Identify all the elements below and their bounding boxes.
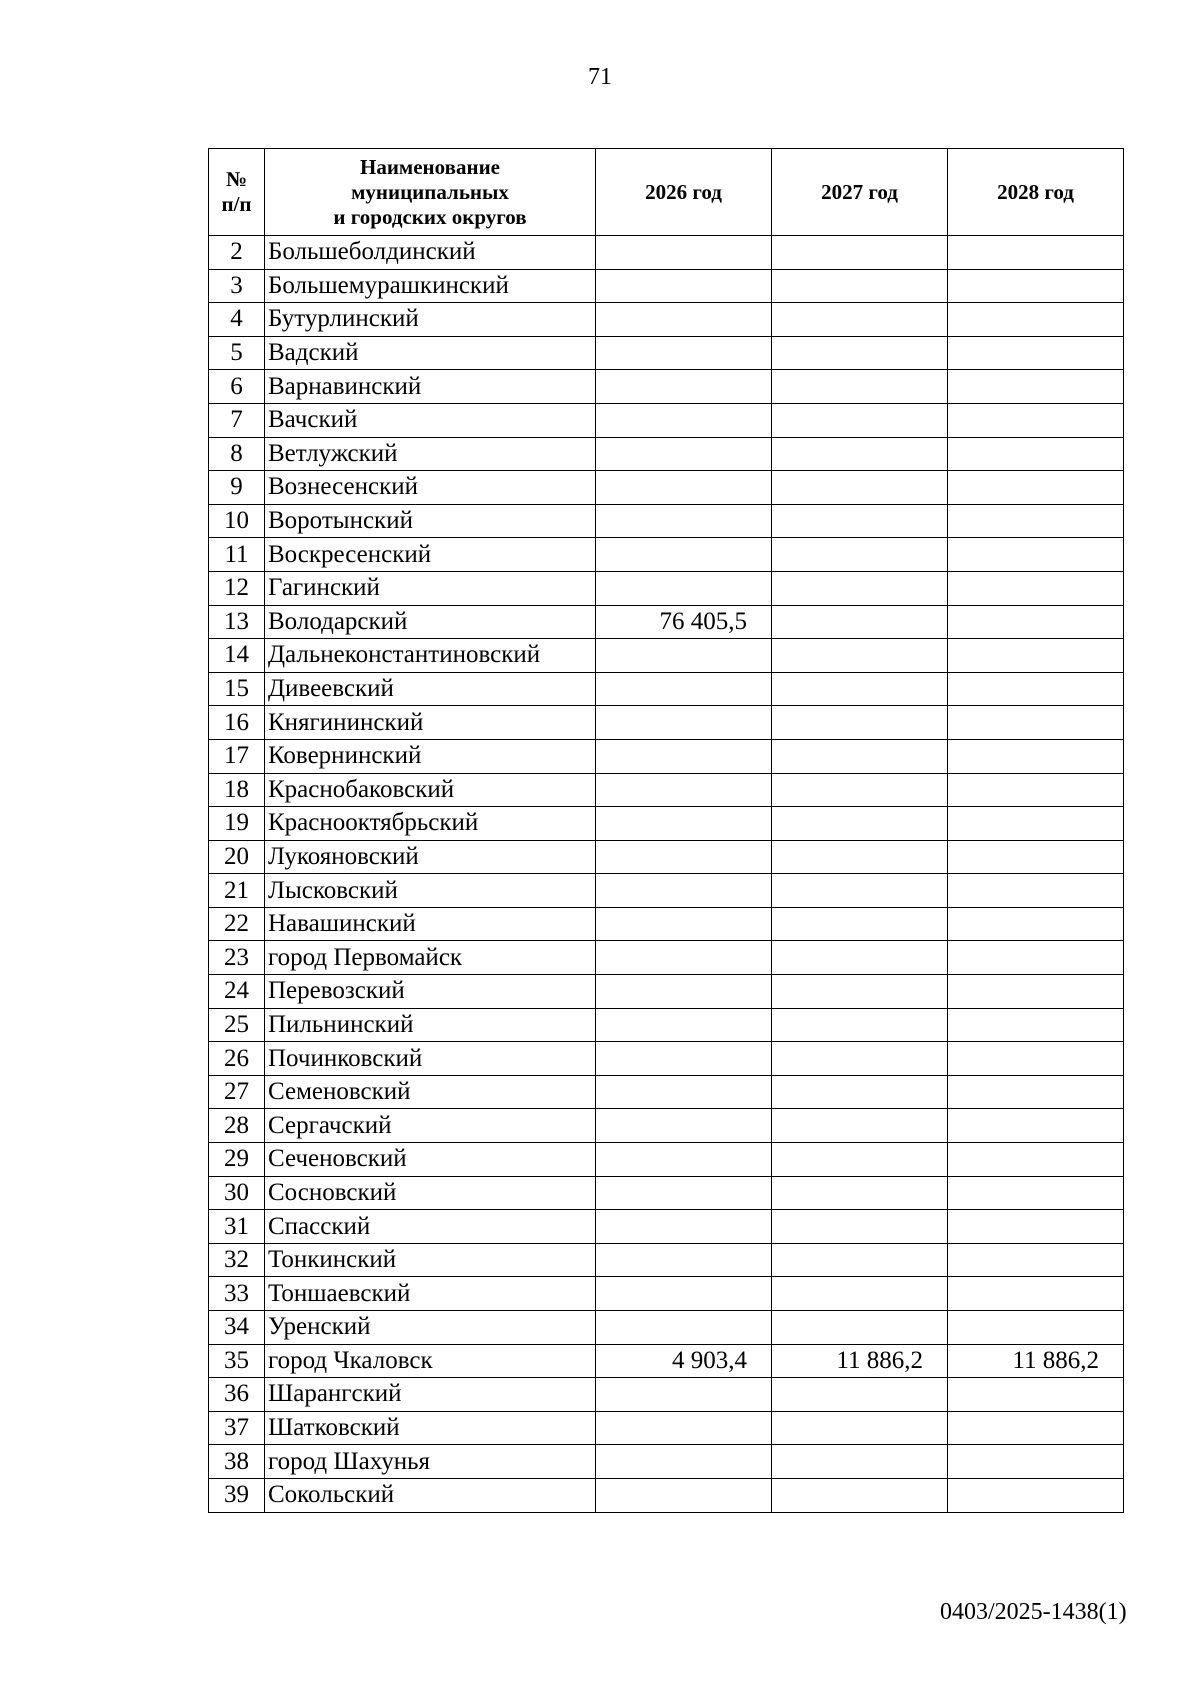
table-row xyxy=(209,706,1124,740)
table-row xyxy=(209,1176,1124,1210)
value-2027-cell xyxy=(772,807,948,841)
value-2027-cell xyxy=(772,336,948,370)
value-2027-cell xyxy=(772,840,948,874)
value-2027-cell xyxy=(772,1210,948,1244)
municipality-name-cell: Вадский xyxy=(265,336,596,370)
table-row xyxy=(209,1277,1124,1311)
value-2027-cell xyxy=(772,403,948,437)
value-2026-cell xyxy=(596,907,772,941)
row-number-cell: 37 xyxy=(209,1411,265,1445)
value-2028-cell xyxy=(948,1311,1124,1345)
value-2028-cell xyxy=(948,1042,1124,1076)
municipality-name-cell: Гагинский xyxy=(265,571,596,605)
municipality-name-cell: Вачский xyxy=(265,403,596,437)
value-2027-cell xyxy=(772,236,948,270)
table-body xyxy=(209,236,1124,1513)
row-number-cell: 39 xyxy=(209,1478,265,1512)
table-row xyxy=(209,1243,1124,1277)
municipality-name-cell: Починковский xyxy=(265,1042,596,1076)
row-number-cell: 18 xyxy=(209,773,265,807)
value-2028-cell xyxy=(948,672,1124,706)
municipality-name-cell: Сосновский xyxy=(265,1176,596,1210)
municipality-name-cell: Бутурлинский xyxy=(265,303,596,337)
row-number-cell: 22 xyxy=(209,907,265,941)
value-2026-cell xyxy=(596,807,772,841)
table-row xyxy=(209,639,1124,673)
value-2027-cell xyxy=(772,504,948,538)
row-number-cell: 3 xyxy=(209,269,265,303)
table-row xyxy=(209,538,1124,572)
row-number-cell: 30 xyxy=(209,1176,265,1210)
municipality-name-cell: город Чкаловск xyxy=(265,1344,596,1378)
table-row xyxy=(209,975,1124,1009)
value-2026-cell: 4 903,4 xyxy=(596,1344,772,1378)
municipality-name-cell: Княгининский xyxy=(265,706,596,740)
value-2026-cell xyxy=(596,639,772,673)
row-number-cell: 23 xyxy=(209,941,265,975)
value-2026-cell xyxy=(596,303,772,337)
value-2028-cell xyxy=(948,874,1124,908)
value-2026-cell xyxy=(596,336,772,370)
value-2027-cell xyxy=(772,1042,948,1076)
row-number-cell: 35 xyxy=(209,1344,265,1378)
value-2028-cell xyxy=(948,437,1124,471)
row-number-cell: 6 xyxy=(209,370,265,404)
table-row xyxy=(209,437,1124,471)
value-2028-cell xyxy=(948,706,1124,740)
value-2026-cell xyxy=(596,1445,772,1479)
value-2026-cell xyxy=(596,571,772,605)
value-2028-cell xyxy=(948,303,1124,337)
table-row xyxy=(209,739,1124,773)
value-2027-cell xyxy=(772,706,948,740)
municipality-name-cell: Воротынский xyxy=(265,504,596,538)
value-2027-cell xyxy=(772,605,948,639)
row-number-cell: 7 xyxy=(209,403,265,437)
value-2026-cell xyxy=(596,1042,772,1076)
header-year-2028: 2028 год xyxy=(948,149,1124,236)
row-number-cell: 16 xyxy=(209,706,265,740)
value-2028-cell xyxy=(948,1210,1124,1244)
municipality-name-cell: Сеченовский xyxy=(265,1143,596,1177)
value-2028-cell xyxy=(948,605,1124,639)
municipality-name-cell: Спасский xyxy=(265,1210,596,1244)
row-number-cell: 5 xyxy=(209,336,265,370)
value-2028-cell xyxy=(948,370,1124,404)
table-row xyxy=(209,672,1124,706)
value-2027-cell xyxy=(772,907,948,941)
row-number-cell: 8 xyxy=(209,437,265,471)
value-2026-cell xyxy=(596,370,772,404)
value-2026-cell xyxy=(596,1243,772,1277)
municipality-name-cell: Навашинский xyxy=(265,907,596,941)
value-2026-cell xyxy=(596,1411,772,1445)
table-row xyxy=(209,471,1124,505)
value-2028-cell xyxy=(948,1277,1124,1311)
value-2028-cell xyxy=(948,1445,1124,1479)
value-2027-cell xyxy=(772,1378,948,1412)
table-row xyxy=(209,840,1124,874)
value-2026-cell xyxy=(596,538,772,572)
value-2027-cell: 11 886,2 xyxy=(772,1344,948,1378)
municipality-name-cell: Уренский xyxy=(265,1311,596,1345)
municipality-name-cell: Ветлужский xyxy=(265,437,596,471)
row-number-cell: 13 xyxy=(209,605,265,639)
value-2027-cell xyxy=(772,874,948,908)
value-2028-cell xyxy=(948,403,1124,437)
row-number-cell: 2 xyxy=(209,236,265,270)
value-2028-cell xyxy=(948,807,1124,841)
value-2028-cell xyxy=(948,739,1124,773)
header-year-2026: 2026 год xyxy=(596,149,772,236)
row-number-cell: 25 xyxy=(209,1008,265,1042)
value-2028-cell xyxy=(948,907,1124,941)
row-number-cell: 34 xyxy=(209,1311,265,1345)
value-2026-cell xyxy=(596,739,772,773)
table-row xyxy=(209,874,1124,908)
value-2026-cell xyxy=(596,403,772,437)
table-row xyxy=(209,1008,1124,1042)
table-row xyxy=(209,571,1124,605)
municipality-name-cell: Дивеевский xyxy=(265,672,596,706)
value-2028-cell xyxy=(948,236,1124,270)
value-2028-cell xyxy=(948,639,1124,673)
row-number-cell: 32 xyxy=(209,1243,265,1277)
value-2028-cell xyxy=(948,336,1124,370)
value-2027-cell xyxy=(772,672,948,706)
value-2027-cell xyxy=(772,1478,948,1512)
municipality-name-cell: Перевозский xyxy=(265,975,596,1009)
row-number-cell: 27 xyxy=(209,1075,265,1109)
value-2026-cell xyxy=(596,975,772,1009)
value-2028-cell xyxy=(948,1243,1124,1277)
value-2026-cell xyxy=(596,1143,772,1177)
value-2027-cell xyxy=(772,941,948,975)
row-number-cell: 12 xyxy=(209,571,265,605)
value-2027-cell xyxy=(772,370,948,404)
municipality-name-cell: Лукояновский xyxy=(265,840,596,874)
table-row xyxy=(209,303,1124,337)
value-2026-cell xyxy=(596,1176,772,1210)
municipality-name-cell: Варнавинский xyxy=(265,370,596,404)
row-number-cell: 17 xyxy=(209,739,265,773)
value-2027-cell xyxy=(772,1411,948,1445)
table-row xyxy=(209,807,1124,841)
header-municipality-name: Наименование муниципальных и городских округов xyxy=(265,149,596,236)
municipality-name-cell: Большемурашкинский xyxy=(265,269,596,303)
row-number-cell: 36 xyxy=(209,1378,265,1412)
row-number-cell: 10 xyxy=(209,504,265,538)
municipality-name-cell: город Шахунья xyxy=(265,1445,596,1479)
row-number-cell: 19 xyxy=(209,807,265,841)
document-code: 0403/2025-1438(1) xyxy=(940,1599,1127,1625)
table-row xyxy=(209,1210,1124,1244)
value-2027-cell xyxy=(772,975,948,1009)
value-2027-cell xyxy=(772,269,948,303)
table-row xyxy=(209,1109,1124,1143)
table-row xyxy=(209,907,1124,941)
municipality-name-cell: Сергачский xyxy=(265,1109,596,1143)
funding-table xyxy=(208,148,1124,1513)
municipality-name-cell: Шатковский xyxy=(265,1411,596,1445)
page-number: 71 xyxy=(588,64,612,90)
table-row xyxy=(209,403,1124,437)
value-2027-cell xyxy=(772,1445,948,1479)
value-2027-cell xyxy=(772,437,948,471)
value-2026-cell xyxy=(596,1109,772,1143)
row-number-cell: 26 xyxy=(209,1042,265,1076)
value-2028-cell xyxy=(948,504,1124,538)
value-2027-cell xyxy=(772,303,948,337)
value-2026-cell xyxy=(596,1210,772,1244)
value-2028-cell: 11 886,2 xyxy=(948,1344,1124,1378)
value-2026-cell: 76 405,5 xyxy=(596,605,772,639)
row-number-cell: 15 xyxy=(209,672,265,706)
value-2028-cell xyxy=(948,941,1124,975)
value-2027-cell xyxy=(772,1008,948,1042)
table-row xyxy=(209,1411,1124,1445)
table-row xyxy=(209,1143,1124,1177)
value-2027-cell xyxy=(772,571,948,605)
value-2028-cell xyxy=(948,1075,1124,1109)
table-row xyxy=(209,1478,1124,1512)
table-row xyxy=(209,1075,1124,1109)
value-2028-cell xyxy=(948,1008,1124,1042)
value-2028-cell xyxy=(948,975,1124,1009)
municipality-name-cell: Большеболдинский xyxy=(265,236,596,270)
table-row xyxy=(209,1042,1124,1076)
municipality-name-cell: Воскресенский xyxy=(265,538,596,572)
table-row xyxy=(209,605,1124,639)
value-2026-cell xyxy=(596,672,772,706)
value-2028-cell xyxy=(948,471,1124,505)
row-number-cell: 31 xyxy=(209,1210,265,1244)
municipality-name-cell: Сокольский xyxy=(265,1478,596,1512)
value-2026-cell xyxy=(596,1075,772,1109)
row-number-cell: 24 xyxy=(209,975,265,1009)
value-2028-cell xyxy=(948,269,1124,303)
row-number-cell: 9 xyxy=(209,471,265,505)
table-row xyxy=(209,1378,1124,1412)
value-2027-cell xyxy=(772,471,948,505)
table-row xyxy=(209,1344,1124,1378)
value-2026-cell xyxy=(596,504,772,538)
value-2028-cell xyxy=(948,1143,1124,1177)
table-row xyxy=(209,236,1124,270)
table-row xyxy=(209,941,1124,975)
table-row xyxy=(209,773,1124,807)
value-2027-cell xyxy=(772,1243,948,1277)
table-row xyxy=(209,370,1124,404)
table-header-row xyxy=(209,149,1124,236)
value-2026-cell xyxy=(596,1311,772,1345)
municipality-name-cell: Семеновский xyxy=(265,1075,596,1109)
table-row xyxy=(209,269,1124,303)
table-row xyxy=(209,1445,1124,1479)
municipality-name-cell: Лысковский xyxy=(265,874,596,908)
row-number-cell: 29 xyxy=(209,1143,265,1177)
value-2026-cell xyxy=(596,471,772,505)
value-2028-cell xyxy=(948,773,1124,807)
value-2027-cell xyxy=(772,1075,948,1109)
row-number-cell: 4 xyxy=(209,303,265,337)
value-2026-cell xyxy=(596,437,772,471)
municipality-name-cell: город Первомайск xyxy=(265,941,596,975)
row-number-cell: 14 xyxy=(209,639,265,673)
value-2026-cell xyxy=(596,1478,772,1512)
municipality-name-cell: Дальнеконстантиновский xyxy=(265,639,596,673)
value-2026-cell xyxy=(596,706,772,740)
row-number-cell: 38 xyxy=(209,1445,265,1479)
value-2028-cell xyxy=(948,1411,1124,1445)
value-2026-cell xyxy=(596,941,772,975)
row-number-cell: 20 xyxy=(209,840,265,874)
value-2028-cell xyxy=(948,840,1124,874)
municipality-name-cell: Шарангский xyxy=(265,1378,596,1412)
value-2027-cell xyxy=(772,739,948,773)
municipality-name-cell: Краснобаковский xyxy=(265,773,596,807)
value-2026-cell xyxy=(596,773,772,807)
value-2028-cell xyxy=(948,538,1124,572)
value-2026-cell xyxy=(596,236,772,270)
value-2027-cell xyxy=(772,1109,948,1143)
value-2027-cell xyxy=(772,1143,948,1177)
municipality-name-cell: Краснооктябрьский xyxy=(265,807,596,841)
value-2026-cell xyxy=(596,840,772,874)
row-number-cell: 33 xyxy=(209,1277,265,1311)
table-row xyxy=(209,504,1124,538)
value-2027-cell xyxy=(772,538,948,572)
municipality-name-cell: Тоншаевский xyxy=(265,1277,596,1311)
value-2027-cell xyxy=(772,639,948,673)
value-2027-cell xyxy=(772,1277,948,1311)
header-year-2027: 2027 год xyxy=(772,149,948,236)
table-row xyxy=(209,1311,1124,1345)
municipality-name-cell: Володарский xyxy=(265,605,596,639)
value-2027-cell xyxy=(772,1176,948,1210)
value-2027-cell xyxy=(772,1311,948,1345)
table-row xyxy=(209,336,1124,370)
header-number: № п/п xyxy=(209,149,265,236)
value-2028-cell xyxy=(948,1176,1124,1210)
municipality-name-cell: Вознесенский xyxy=(265,471,596,505)
value-2026-cell xyxy=(596,1277,772,1311)
municipality-name-cell: Ковернинский xyxy=(265,739,596,773)
row-number-cell: 28 xyxy=(209,1109,265,1143)
value-2028-cell xyxy=(948,571,1124,605)
value-2026-cell xyxy=(596,1378,772,1412)
row-number-cell: 21 xyxy=(209,874,265,908)
value-2028-cell xyxy=(948,1478,1124,1512)
value-2026-cell xyxy=(596,1008,772,1042)
value-2027-cell xyxy=(772,773,948,807)
value-2028-cell xyxy=(948,1378,1124,1412)
value-2026-cell xyxy=(596,874,772,908)
municipality-name-cell: Тонкинский xyxy=(265,1243,596,1277)
row-number-cell: 11 xyxy=(209,538,265,572)
value-2028-cell xyxy=(948,1109,1124,1143)
value-2026-cell xyxy=(596,269,772,303)
municipality-name-cell: Пильнинский xyxy=(265,1008,596,1042)
